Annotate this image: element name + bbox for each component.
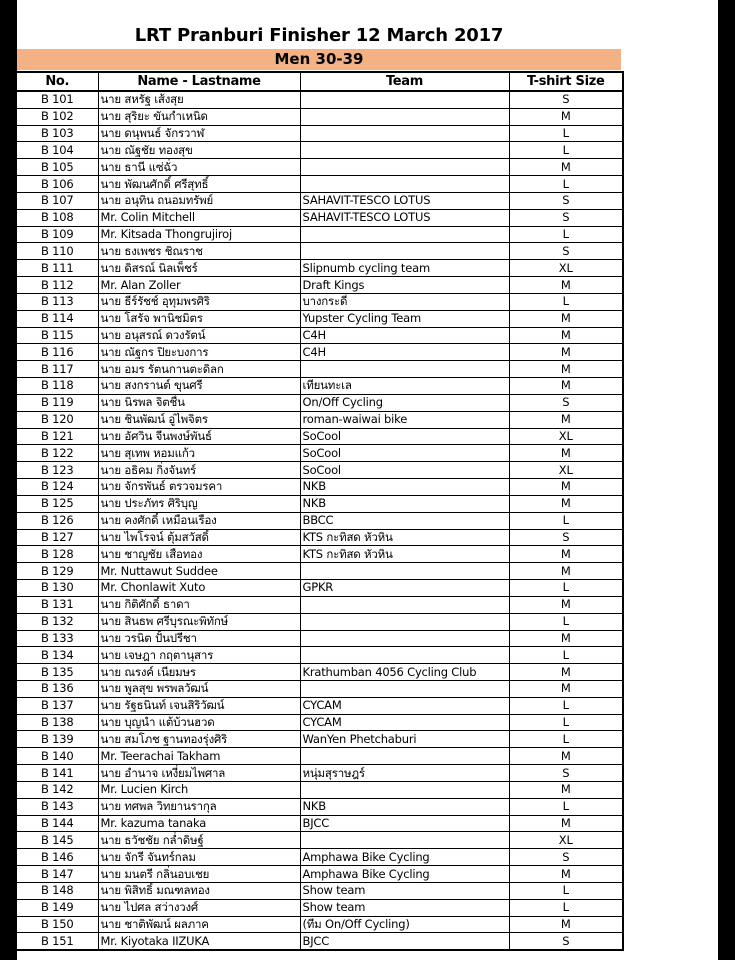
bib-number-cell: B 150 [16, 916, 98, 933]
name-cell: นาย ชินพัฒน์ อู่ไพจิตร [98, 411, 300, 428]
bib-number-cell: B 131 [16, 596, 98, 613]
table-row [16, 697, 623, 714]
tshirt-size-cell: L [509, 899, 623, 916]
bib-number-cell: B 110 [16, 243, 98, 260]
bib-number-cell: B 116 [16, 344, 98, 361]
tshirt-size-cell: XL [509, 260, 623, 277]
team-cell: SAHAVIT-TESCO LOTUS [300, 192, 509, 209]
team-cell [300, 125, 509, 142]
team-cell: Amphawa Bike Cycling [300, 866, 509, 883]
name-cell: Mr. Kiyotaka IIZUKA [98, 933, 300, 950]
column-header-size: T-shirt Size [509, 72, 623, 91]
table-row [16, 765, 623, 782]
bib-number-cell: B 107 [16, 192, 98, 209]
tshirt-size-cell: S [509, 765, 623, 782]
tshirt-size-cell: M [509, 748, 623, 765]
table-row [16, 277, 623, 294]
team-cell: On/Off Cycling [300, 394, 509, 411]
table-row [16, 647, 623, 664]
team-cell [300, 613, 509, 630]
column-header-team: Team [300, 72, 509, 91]
team-cell: Show team [300, 899, 509, 916]
name-cell: นาย อนุสรณ์ ดวงรัตน์ [98, 327, 300, 344]
name-cell: นาย พูลสุข พรพลวัฒน์ [98, 680, 300, 697]
table-row [16, 882, 623, 899]
name-cell: นาย ณัฐชัย ทองสุข [98, 142, 300, 159]
table-row [16, 361, 623, 378]
team-cell: BJCC [300, 815, 509, 832]
bib-number-cell: B 149 [16, 899, 98, 916]
team-cell: NKB [300, 798, 509, 815]
table-row [16, 344, 623, 361]
team-cell: BBCC [300, 512, 509, 529]
table-row [16, 849, 623, 866]
table-row [16, 91, 623, 108]
team-cell: SoCool [300, 445, 509, 462]
tshirt-size-cell: L [509, 125, 623, 142]
tshirt-size-cell: L [509, 613, 623, 630]
table-row [16, 243, 623, 260]
team-cell: CYCAM [300, 697, 509, 714]
table-row [16, 529, 623, 546]
team-cell [300, 647, 509, 664]
table-row [16, 142, 623, 159]
table-row [16, 546, 623, 563]
tshirt-size-cell: M [509, 866, 623, 883]
team-cell: บางกระดี่ [300, 293, 509, 310]
team-cell: KTS กะทิสด หัวหิน [300, 529, 509, 546]
team-cell: Draft Kings [300, 277, 509, 294]
name-cell: นาย อนุทิน ถนอมทรัพย์ [98, 192, 300, 209]
tshirt-size-cell: S [509, 933, 623, 950]
name-cell: นาย ไปศล สว่างวงศ์ [98, 899, 300, 916]
name-cell: นาย สมโภช ฐานทองรุ่งศิริ [98, 731, 300, 748]
table-row [16, 479, 623, 496]
bib-number-cell: B 136 [16, 680, 98, 697]
team-cell [300, 243, 509, 260]
tshirt-size-cell: L [509, 731, 623, 748]
tshirt-size-cell: XL [509, 832, 623, 849]
bib-number-cell: B 143 [16, 798, 98, 815]
bib-number-cell: B 122 [16, 445, 98, 462]
bib-number-cell: B 111 [16, 260, 98, 277]
team-cell: roman-waiwai bike [300, 411, 509, 428]
team-cell: Yupster Cycling Team [300, 310, 509, 327]
bib-number-cell: B 129 [16, 563, 98, 580]
name-cell: นาย ธานี แซ่ฉั่ว [98, 159, 300, 176]
table-row [16, 613, 623, 630]
tshirt-size-cell: L [509, 697, 623, 714]
name-cell: Mr. kazuma tanaka [98, 815, 300, 832]
table-row [16, 327, 623, 344]
name-cell: นาย ธงเพชร ชิณราช [98, 243, 300, 260]
tshirt-size-cell: S [509, 529, 623, 546]
category-banner: Men 30-39 [17, 49, 621, 70]
table-row [16, 512, 623, 529]
table-row [16, 916, 623, 933]
name-cell: นาย ธวัชชัย กล่ำดิษฐ์ [98, 832, 300, 849]
bib-number-cell: B 128 [16, 546, 98, 563]
tshirt-size-cell: M [509, 344, 623, 361]
name-cell: นาย รัฐธนินท์ เจนสิริวัฒน์ [98, 697, 300, 714]
bib-number-cell: B 112 [16, 277, 98, 294]
tshirt-size-cell: M [509, 664, 623, 681]
bib-number-cell: B 117 [16, 361, 98, 378]
team-cell [300, 832, 509, 849]
name-cell: นาย อธิคม กิ่งจันทร์ [98, 462, 300, 479]
bib-number-cell: B 105 [16, 159, 98, 176]
table-row [16, 226, 623, 243]
bib-number-cell: B 101 [16, 91, 98, 108]
table-row [16, 630, 623, 647]
team-cell [300, 596, 509, 613]
bib-number-cell: B 119 [16, 394, 98, 411]
bib-number-cell: B 120 [16, 411, 98, 428]
tshirt-size-cell: S [509, 209, 623, 226]
bib-number-cell: B 124 [16, 479, 98, 496]
tshirt-size-cell: M [509, 445, 623, 462]
name-cell: Mr. Nuttawut Suddee [98, 563, 300, 580]
bib-number-cell: B 141 [16, 765, 98, 782]
name-cell: นาย จักรี จันทร์กลม [98, 849, 300, 866]
name-cell: นาย กิติศักดิ์ ธาดา [98, 596, 300, 613]
bib-number-cell: B 133 [16, 630, 98, 647]
tshirt-size-cell: M [509, 563, 623, 580]
table-row [16, 260, 623, 277]
team-cell [300, 176, 509, 193]
tshirt-size-cell: S [509, 849, 623, 866]
bib-number-cell: B 115 [16, 327, 98, 344]
team-cell: BJCC [300, 933, 509, 950]
team-cell [300, 91, 509, 108]
table-row [16, 781, 623, 798]
header-row [16, 72, 623, 91]
table-row [16, 832, 623, 849]
column-header-no: No. [16, 72, 98, 91]
name-cell: Mr. Chonlawit Xuto [98, 580, 300, 597]
team-cell [300, 630, 509, 647]
tshirt-size-cell: L [509, 714, 623, 731]
team-cell: SoCool [300, 462, 509, 479]
name-cell: นาย สุเทพ หอมแก้ว [98, 445, 300, 462]
team-cell: NKB [300, 495, 509, 512]
team-cell: SAHAVIT-TESCO LOTUS [300, 209, 509, 226]
table-row [16, 563, 623, 580]
table-row [16, 411, 623, 428]
tshirt-size-cell: M [509, 411, 623, 428]
tshirt-size-cell: L [509, 176, 623, 193]
team-cell: หนุ่มสุราษฎร์ [300, 765, 509, 782]
tshirt-size-cell: M [509, 159, 623, 176]
table-row [16, 310, 623, 327]
team-cell: Slipnumb cycling team [300, 260, 509, 277]
bib-number-cell: B 139 [16, 731, 98, 748]
name-cell: นาย ธีร์รัชช์ อุทุมพรศิริ [98, 293, 300, 310]
name-cell: นาย พัฒนศักดิ์ ศรีสุทธิ์ [98, 176, 300, 193]
name-cell: นาย ชาติพัฒน์ ผลภาค [98, 916, 300, 933]
name-cell: นาย เจษฎา กฤตานุสาร [98, 647, 300, 664]
name-cell: นาย ณรงค์ เนียมษร [98, 664, 300, 681]
name-cell: นาย นิรพล จิตชื่น [98, 394, 300, 411]
table-row [16, 159, 623, 176]
bib-number-cell: B 118 [16, 378, 98, 395]
team-cell: (ทีม On/Off Cycling) [300, 916, 509, 933]
name-cell: นาย ประภัทร ศิริบุญ [98, 495, 300, 512]
table-header [16, 72, 623, 91]
team-cell: เทียนทะเล [300, 378, 509, 395]
column-header-name: Name - Lastname [98, 72, 300, 91]
tshirt-size-cell: M [509, 815, 623, 832]
bib-number-cell: B 134 [16, 647, 98, 664]
tshirt-size-cell: M [509, 781, 623, 798]
team-cell: C4H [300, 344, 509, 361]
team-cell [300, 226, 509, 243]
team-cell [300, 781, 509, 798]
name-cell: Mr. Kitsada Thongrujiroj [98, 226, 300, 243]
tshirt-size-cell: S [509, 91, 623, 108]
team-cell: C4H [300, 327, 509, 344]
team-cell [300, 563, 509, 580]
team-cell [300, 108, 509, 125]
table-row [16, 445, 623, 462]
name-cell: นาย สุริยะ ขันกำเหนิด [98, 108, 300, 125]
tshirt-size-cell: M [509, 916, 623, 933]
name-cell: นาย บุญนำ แต้บ้วนฮวด [98, 714, 300, 731]
table-row [16, 866, 623, 883]
name-cell: Mr. Lucien Kirch [98, 781, 300, 798]
table-row [16, 108, 623, 125]
tshirt-size-cell: L [509, 226, 623, 243]
tshirt-size-cell: M [509, 680, 623, 697]
tshirt-size-cell: M [509, 495, 623, 512]
team-cell: GPKR [300, 580, 509, 597]
team-cell [300, 361, 509, 378]
table-row [16, 731, 623, 748]
bib-number-cell: B 142 [16, 781, 98, 798]
tshirt-size-cell: L [509, 580, 623, 597]
tshirt-size-cell: M [509, 310, 623, 327]
table-row [16, 428, 623, 445]
tshirt-size-cell: S [509, 243, 623, 260]
tshirt-size-cell: L [509, 512, 623, 529]
tshirt-size-cell: M [509, 630, 623, 647]
bib-number-cell: B 147 [16, 866, 98, 883]
tshirt-size-cell: XL [509, 428, 623, 445]
team-cell: NKB [300, 479, 509, 496]
bib-number-cell: B 140 [16, 748, 98, 765]
bib-number-cell: B 104 [16, 142, 98, 159]
team-cell: KTS กะทิสด หัวหิน [300, 546, 509, 563]
team-cell [300, 748, 509, 765]
name-cell: นาย ทศพล วิทยานรากุล [98, 798, 300, 815]
tshirt-size-cell: M [509, 327, 623, 344]
bib-number-cell: B 106 [16, 176, 98, 193]
team-cell: WanYen Phetchaburi [300, 731, 509, 748]
bib-number-cell: B 108 [16, 209, 98, 226]
table-row [16, 748, 623, 765]
team-cell [300, 142, 509, 159]
bib-number-cell: B 148 [16, 882, 98, 899]
team-cell [300, 680, 509, 697]
bib-number-cell: B 132 [16, 613, 98, 630]
tshirt-size-cell: L [509, 142, 623, 159]
table-row [16, 462, 623, 479]
name-cell: นาย ดิสรณ์ นิลเพ็ชร์ [98, 260, 300, 277]
table-row [16, 192, 623, 209]
table-row [16, 394, 623, 411]
name-cell: Mr. Alan Zoller [98, 277, 300, 294]
bib-number-cell: B 138 [16, 714, 98, 731]
tshirt-size-cell: L [509, 293, 623, 310]
page-title: LRT Pranburi Finisher 12 March 2017 [134, 25, 504, 46]
tshirt-size-cell: XL [509, 462, 623, 479]
name-cell: นาย อัศวิน จีนพงษ์พันธ์ [98, 428, 300, 445]
bib-number-cell: B 103 [16, 125, 98, 142]
name-cell: นาย ดนุพนธ์ จักรวาฬ [98, 125, 300, 142]
table-row [16, 815, 623, 832]
name-cell: นาย โสรัจ พานิชมิตร [98, 310, 300, 327]
table-row [16, 680, 623, 697]
bib-number-cell: B 130 [16, 580, 98, 597]
team-cell: SoCool [300, 428, 509, 445]
table-body [16, 91, 623, 950]
table-row [16, 596, 623, 613]
finisher-table [15, 71, 624, 951]
table-row [16, 798, 623, 815]
bib-number-cell: B 109 [16, 226, 98, 243]
table-row [16, 714, 623, 731]
bib-number-cell: B 137 [16, 697, 98, 714]
team-cell: Krathumban 4056 Cycling Club [300, 664, 509, 681]
bib-number-cell: B 123 [16, 462, 98, 479]
tshirt-size-cell: S [509, 394, 623, 411]
tshirt-size-cell: M [509, 108, 623, 125]
name-cell: Mr. Teerachai Takham [98, 748, 300, 765]
name-cell: นาย คงศักดิ์ เหมือนเรือง [98, 512, 300, 529]
table-row [16, 209, 623, 226]
team-cell: Show team [300, 882, 509, 899]
name-cell: นาย สินธพ ศรีบุรณะพิทักษ์ [98, 613, 300, 630]
bib-number-cell: B 126 [16, 512, 98, 529]
table-row [16, 125, 623, 142]
table-row [16, 378, 623, 395]
bib-number-cell: B 127 [16, 529, 98, 546]
name-cell: นาย จักรพันธ์ ตรวจมรคา [98, 479, 300, 496]
bib-number-cell: B 151 [16, 933, 98, 950]
table-row [16, 580, 623, 597]
bib-number-cell: B 145 [16, 832, 98, 849]
tshirt-size-cell: M [509, 277, 623, 294]
name-cell: นาย อมร รัตนกานตะดิลก [98, 361, 300, 378]
table-row [16, 293, 623, 310]
name-cell: นาย มนตรี กลิ่นอบเชย [98, 866, 300, 883]
bib-number-cell: B 114 [16, 310, 98, 327]
bib-number-cell: B 121 [16, 428, 98, 445]
name-cell: Mr. Colin Mitchell [98, 209, 300, 226]
name-cell: นาย ณัฐกร ปิยะบงการ [98, 344, 300, 361]
team-cell: Amphawa Bike Cycling [300, 849, 509, 866]
table-row [16, 899, 623, 916]
name-cell: นาย สงกรานต์ ขุนศรี [98, 378, 300, 395]
tshirt-size-cell: M [509, 596, 623, 613]
table-row [16, 176, 623, 193]
name-cell: นาย อำนาจ เหงี่ยมไพศาล [98, 765, 300, 782]
bib-number-cell: B 144 [16, 815, 98, 832]
bib-number-cell: B 125 [16, 495, 98, 512]
table-row [16, 664, 623, 681]
tshirt-size-cell: M [509, 479, 623, 496]
bib-number-cell: B 146 [16, 849, 98, 866]
name-cell: นาย ชาญชัย เสือทอง [98, 546, 300, 563]
bib-number-cell: B 113 [16, 293, 98, 310]
table-row [16, 495, 623, 512]
bib-number-cell: B 135 [16, 664, 98, 681]
team-cell [300, 159, 509, 176]
team-cell: CYCAM [300, 714, 509, 731]
tshirt-size-cell: L [509, 798, 623, 815]
bib-number-cell: B 102 [16, 108, 98, 125]
name-cell: นาย ไพโรจน์ ตุ้มสวัสดิ์ [98, 529, 300, 546]
tshirt-size-cell: S [509, 192, 623, 209]
name-cell: นาย สหรัฐ เส้งสุย [98, 91, 300, 108]
name-cell: นาย พิสิทธิ์ มณฑลทอง [98, 882, 300, 899]
tshirt-size-cell: L [509, 647, 623, 664]
tshirt-size-cell: L [509, 882, 623, 899]
table-row [16, 933, 623, 950]
tshirt-size-cell: M [509, 378, 623, 395]
tshirt-size-cell: M [509, 361, 623, 378]
name-cell: นาย วรนิต ปั้นปรีชา [98, 630, 300, 647]
tshirt-size-cell: M [509, 546, 623, 563]
